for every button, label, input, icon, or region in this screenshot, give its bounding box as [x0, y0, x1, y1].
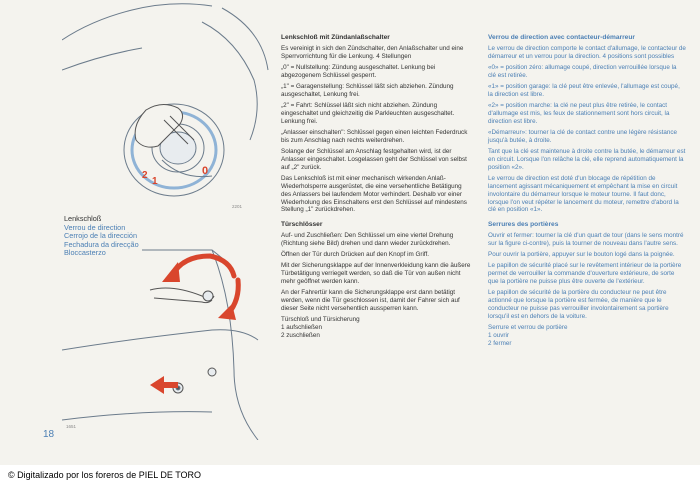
ignition-label-0: 0: [202, 165, 209, 177]
french-paragraph: Pour ouvrir la portière, appuyer sur le bouton logé dans la poignée.: [488, 251, 675, 259]
french-paragraph: «1» = position garage: la clé peut être enlevée, l'allumage est coupé, la direction est libre.: [488, 83, 680, 98]
french-legend-item: 2 fermer: [488, 339, 512, 347]
french-legend: Serrure et verrou de portière: [488, 324, 568, 332]
german-paragraph: Öffnen der Tür durch Drücken auf den Knopf im Griff.: [281, 251, 430, 259]
german-paragraph: Auf- und Zuschließen: Den Schlüssel um eine viertel Drehung (Richtung siehe Bild) drehen und dann wieder zurückdrehen.: [281, 232, 454, 248]
german-legend: Türschloß und Türsicherung: [281, 316, 360, 324]
caption-portuguese: Fechadura da direcção: [64, 239, 139, 249]
caption-german: Lenkschloß: [64, 214, 102, 223]
german-legend-item: 1 aufschließen: [281, 324, 322, 332]
german-paragraph: Solange der Schlüssel am Anschlag festgehalten wird, ist der Anlasser eingeschaltet. Losgelassen geht der Schlüssel von selbst auf „2" zurück.: [281, 147, 467, 171]
german-heading-steering-lock: Lenkschloß mit Zündanlaßschalter: [281, 34, 390, 41]
german-legend-item: 2 zuschließen: [281, 332, 320, 340]
steering-lock-drawing: [62, 4, 268, 196]
caption-spanish: Cerrojo de la dirección: [64, 231, 138, 241]
french-paragraph: «Démarreur»: tourner la clé de contact contre une légère résistance jusqu'à butée, à droite.: [488, 128, 678, 144]
german-paragraph: An der Fahrertür kann die Sicherungsklappe erst dann betätigt werden, wenn die Tür geschlossen ist, damit der Fahrer sich auf dieser Seite nicht versehentlich aussperren kann.: [281, 289, 460, 313]
caption-italian: Bloccasterzo: [64, 248, 106, 258]
french-paragraph: Tant que la clé est maintenue à droite contre la butée, le démarreur est en circuit. Lorsque l'on relâche la clé, elle reprend automatiquement la position «2».: [488, 147, 686, 171]
arrow-head-1: [162, 262, 180, 282]
french-paragraph: Le verrou de direction comporte le contact d'allumage, le contacteur de démarreur et un verrou pour la direction. 4 positions sont possibles: [488, 45, 686, 60]
french-legend-item: 1 ouvrir: [488, 332, 509, 340]
page-number: 18: [43, 429, 55, 440]
german-paragraph: „0" = Nullstellung: Zündung ausgeschaltet. Lenkung bei abgezogenem Schlüssel gesperrt.: [281, 64, 436, 79]
french-paragraph: Le papillon de sécurité de la portière du conducteur ne peut être actionné que lorsque la portière est fermée, de manière que le conducteur ne puisse pas verrouiller involontairement sa portière lorsqu'il est en dehors de la voiture.: [488, 289, 669, 321]
french-paragraph: Ouvrir et fermer: tourner la clé d'un quart de tour (dans le sens montré sur la figure ci-contre), puis la tourner de nouveau dans l'autre sens.: [488, 232, 684, 248]
french-heading-steering-lock: Verrou de direction avec contacteur-démarreur: [488, 34, 635, 41]
door-lock-drawing: [62, 250, 258, 440]
french-paragraph: Le papillon de sécurité placé sur le revêtement intérieur de la portière permet de verrouiller la commande d'ouverture extérieure, de sorte que la portière ne puisse plus être ouverte de l'extérieur.: [488, 262, 682, 286]
push-arrow-head: [150, 376, 164, 394]
copyright-notice: © Digitalizado por los foreros de PIEL DE TORO: [8, 470, 202, 480]
push-arrow-shaft: [162, 382, 178, 388]
figure-number-1: 2201: [232, 204, 243, 209]
german-heading-door-locks: Türschlösser: [281, 221, 323, 229]
french-paragraph: Le verrou de direction est doté d'un blocage de répétition de lancement agissant mécaniquement et empêchant la mise en circuit involontaire du démarreur lorsque le moteur tourne. Il faut donc, lorsque l'on veut répéter le lancement du moteur, remettre d'abord la clé en position «1».: [488, 174, 679, 214]
rotation-arrows: [172, 256, 238, 314]
french-heading-door-locks: Serrures des portières: [488, 221, 559, 229]
ignition-label-1: 1: [152, 176, 158, 187]
german-paragraph: „1" = Garagenstellung: Schlüssel läßt sich abziehen. Zündung ausgeschaltet, Lenkung frei.: [281, 83, 454, 98]
german-paragraph: Das Lenkschloß ist mit einer mechanisch wirkenden Anlaß-Wiederholsperre ausgerüstet, die eine versehentliche Betätigung des Anlassers bei laufendem Motor verhindert. Deshalb vor einer Wiederholung des Einschaltens erst den Schlüssel auf mindestens Stellung „1" zurückdrehen.: [281, 174, 467, 214]
ignition-label-2: 2: [142, 170, 148, 181]
figure-caption: [64, 215, 139, 258]
figure-number-2: 1651: [66, 424, 77, 429]
german-paragraph: Mit der Sicherungsklappe auf der Innenverkleidung kann die äußere Türbetätigung verriegelt werden, so daß die Tür von außen nicht mehr geöffnet werden kann.: [281, 262, 471, 286]
french-column: [488, 34, 686, 348]
german-paragraph: „2" = Fahrt: Schlüssel läßt sich nicht abziehen. Zündung eingeschaltet und gleichzeitig die Parkleuchten ausgeschaltet. Lenkung frei.: [281, 102, 455, 125]
caption-french: Verrou de direction: [64, 222, 126, 232]
french-paragraph: «0» = position zéro: allumage coupé, direction verrouillée lorsque la clé est retirée.: [488, 64, 677, 79]
french-paragraph: «2» = position marche: la clé ne peut plus être retirée, le contact d'allumage est mis, les feux de stationnement sont hors circuit, la direction est libre.: [488, 102, 670, 125]
german-paragraph: „Anlasser einschalten": Schlüssel gegen einen leichten Federdruck bis zum Anschlag nach rechts weiterdrehen.: [281, 128, 468, 144]
german-paragraph: Es vereinigt in sich den Zündschalter, den Anlaßschalter und eine Sperrvorrichtung für die Lenkung. 4 Stellungen: [281, 45, 464, 60]
german-column: [281, 34, 473, 340]
